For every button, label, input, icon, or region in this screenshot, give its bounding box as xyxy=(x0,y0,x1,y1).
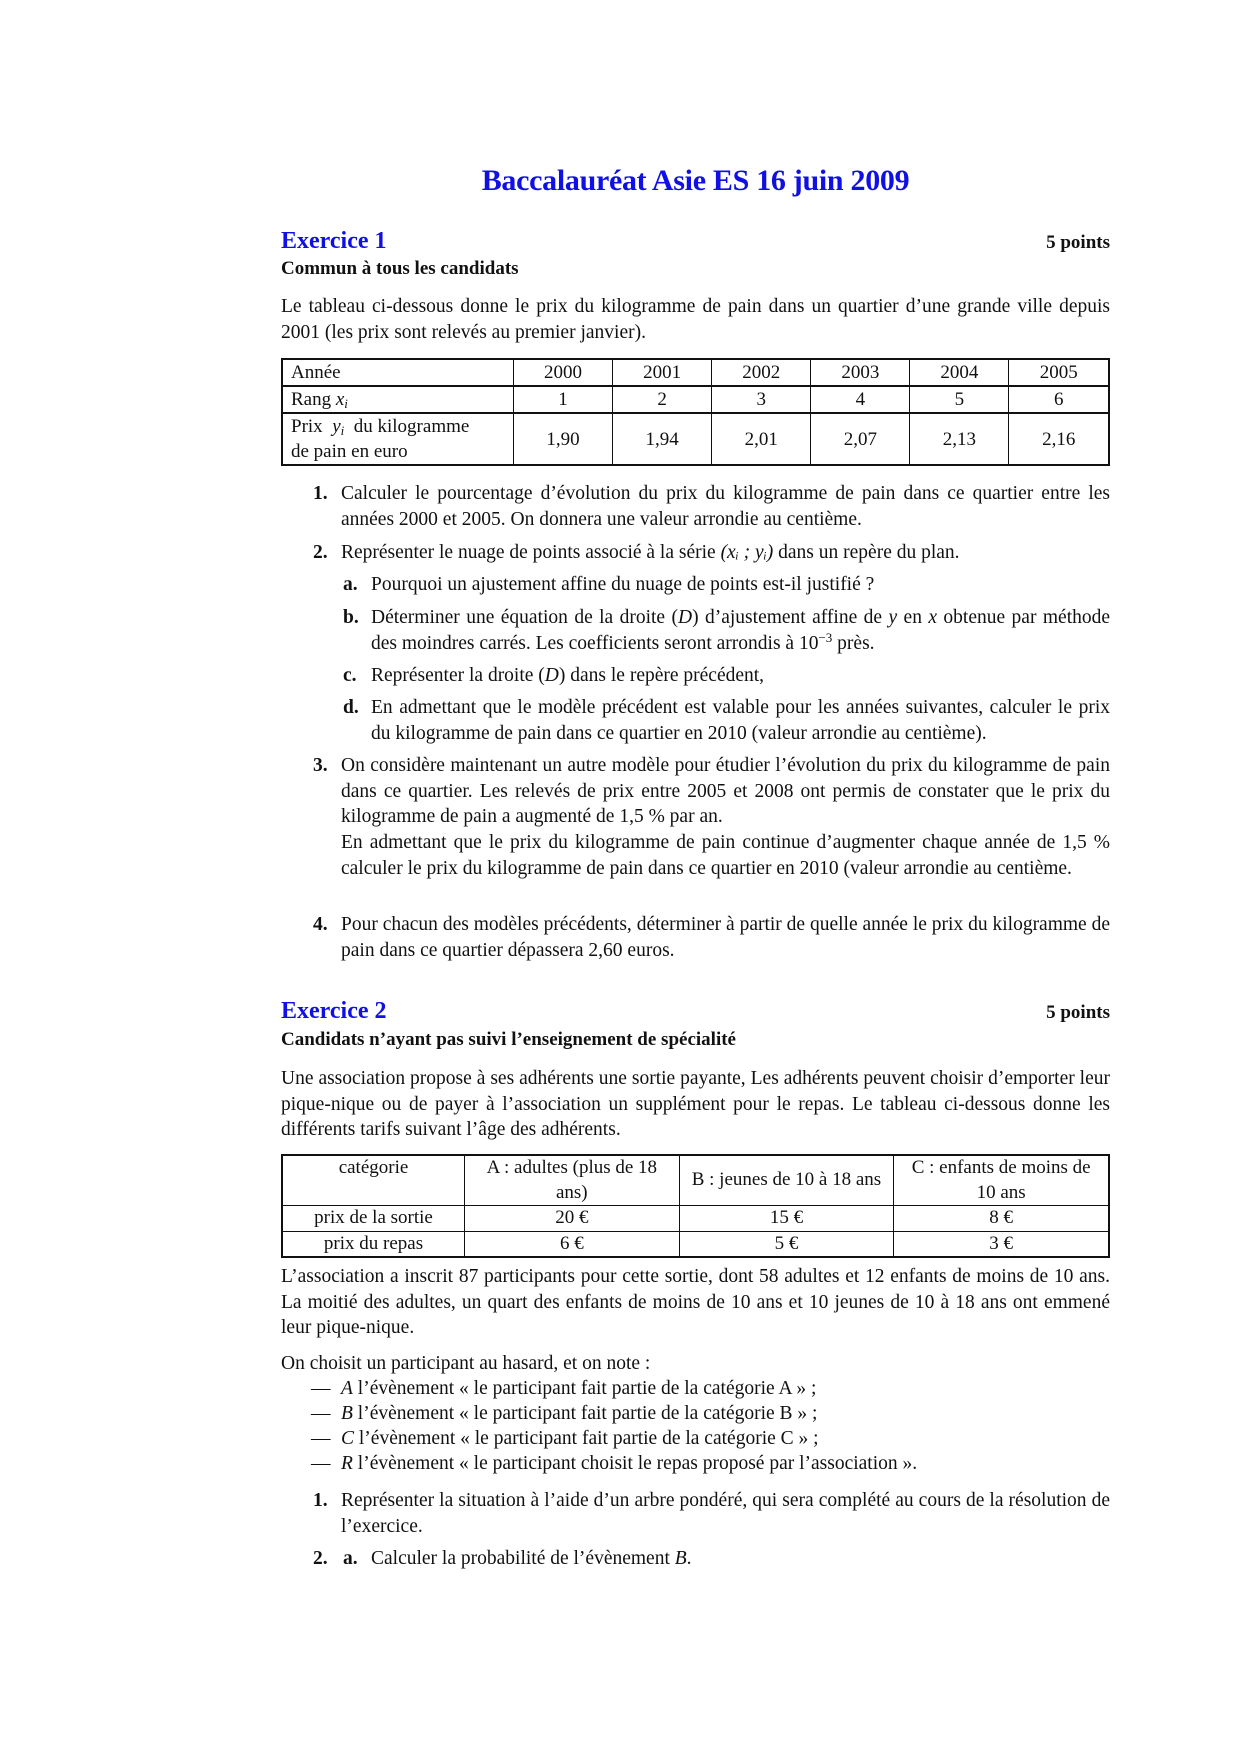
ex2-question-1-number: 1. xyxy=(313,1490,328,1511)
header-cell: A : adultes (plus de 18 ans) xyxy=(465,1155,680,1206)
header-cell: C : enfants de moins de 10 ans xyxy=(894,1155,1109,1206)
table-cell: 3 € xyxy=(894,1231,1109,1257)
year-cell: 2003 xyxy=(811,359,910,386)
price-cell: 2,01 xyxy=(712,413,811,465)
question-4-text: Pour chacun des modèles précédents, déterminer à partir de quelle année le prix du kilogramme de pain dans ce quartier dépassera 2,60 euros. xyxy=(341,914,1110,961)
rank-cell: 1 xyxy=(514,386,613,413)
ex2-question-2-number: 2. xyxy=(313,1548,328,1569)
price-cell: 1,90 xyxy=(514,413,613,465)
question-1-text: Calculer le pourcentage d’évolution du prix du kilogramme de pain dans ce quartier entre les années 2000 et 2005. On donnera une valeur arrondie au centième. xyxy=(341,483,1110,530)
exercise-1-subtitle: Commun à tous les candidats xyxy=(281,258,519,279)
row-label-year: Année xyxy=(282,359,514,386)
question-3-text-continued: En admettant que le prix du kilogramme de pain continue d’augmenter chaque année de 1,5 % calculer le prix du kilogramme de pain dans ce quartier en 2010 (valeur arrondie au centième. xyxy=(341,832,1110,879)
series-notation: (xᵢ ; yᵢ) xyxy=(720,542,774,563)
table-row-price xyxy=(282,413,1109,465)
exercise-2-intro: Une association propose à ses adhérents une sortie payante, Les adhérents peuvent choisir d’emporter leur pique-nique ou de payer à l’association un supplément pour le repas. Le tableau ci-dessous donne les différents tarifs suivant l’âge des adhérents. xyxy=(281,1068,1110,1140)
row-label-rank: Rang $x_i$ xyxy=(282,386,514,413)
question-2b-label: b. xyxy=(343,607,359,628)
question-3-text: On considère maintenant un autre modèle pour étudier l’évolution du prix du kilogramme de pain dans ce quartier. Les relevés de prix entre 2005 et 2008 ont permis de constater que le prix du kilogramme de pain a augmenté de 1,5 % par an. xyxy=(341,755,1110,827)
year-cell: 2000 xyxy=(514,359,613,386)
exercise-1-title: Exercice 1 xyxy=(281,228,387,254)
price-cell: 2,16 xyxy=(1009,413,1109,465)
bread-price-table xyxy=(281,358,1110,466)
exercise-2-subtitle: Candidats n’ayant pas suivi l’enseignement de spécialité xyxy=(281,1029,736,1050)
exercise-2-participants: L’association a inscrit 87 participants pour cette sortie, dont 58 adultes et 12 enfants de moins de 10 ans. La moitié des adultes, un quart des enfants de moins de 10 ans et 10 jeunes de 10 à 18 ans ont emmené leur pique-nique. xyxy=(281,1266,1110,1338)
rank-cell: 4 xyxy=(811,386,910,413)
question-2d-label: d. xyxy=(343,697,359,718)
rank-cell: 3 xyxy=(712,386,811,413)
year-cell: 2002 xyxy=(712,359,811,386)
pricing-table xyxy=(281,1154,1110,1258)
question-3-number: 3. xyxy=(313,755,328,776)
rank-cell: 6 xyxy=(1009,386,1109,413)
question-2a-text: Pourquoi un ajustement affine du nuage de points est-il justifié ? xyxy=(371,574,875,595)
question-2-text: Représenter le nuage de points associé à la série (xᵢ ; yᵢ) dans un repère du plan. xyxy=(341,542,960,563)
table-cell: 15 € xyxy=(679,1206,894,1232)
year-cell: 2001 xyxy=(613,359,712,386)
ex2-question-1-text: Représenter la situation à l’aide d’un arbre pondéré, qui sera complété au cours de la résolution de l’exercice. xyxy=(341,1490,1110,1537)
header-cell: catégorie xyxy=(282,1155,465,1206)
exercise-1-points: 5 points xyxy=(1046,232,1110,253)
exercise-1-intro: Le tableau ci-dessous donne le prix du kilogramme de pain dans un quartier d’une grande ville depuis 2001 (les prix sont relevés au premier janvier). xyxy=(281,296,1110,343)
year-cell: 2004 xyxy=(910,359,1009,386)
table-cell: 6 € xyxy=(465,1231,680,1257)
price-cell: 2,07 xyxy=(811,413,910,465)
header-cell: B : jeunes de 10 à 18 ans xyxy=(679,1155,894,1206)
question-2-number: 2. xyxy=(313,542,328,563)
price-cell: 2,13 xyxy=(910,413,1009,465)
exercise-2-title: Exercice 2 xyxy=(281,998,387,1024)
question-1-number: 1. xyxy=(313,483,328,504)
year-cell: 2005 xyxy=(1009,359,1109,386)
question-2c-text: Représenter la droite (D) dans le repère précédent, xyxy=(371,665,765,686)
question-2a-label: a. xyxy=(343,574,358,595)
ex2-question-2a-text: Calculer la probabilité de l’évènement B. xyxy=(371,1548,692,1569)
ex2-question-2a-label: a. xyxy=(343,1548,358,1569)
exercise-1-header xyxy=(281,228,1110,255)
table-row-year xyxy=(282,359,1109,386)
table-cell: 8 € xyxy=(894,1206,1109,1232)
exercise-2-points: 5 points xyxy=(1046,1002,1110,1023)
row-label-price: Prix $y_i$ du kilogramme de pain en euro xyxy=(282,413,514,465)
question-2d-text: En admettant que le modèle précédent est valable pour les années suivantes, calculer le prix du kilogramme de pain dans ce quartier en 2010 (valeur arrondie au centième). xyxy=(371,697,1110,744)
question-2b-text: Déterminer une équation de la droite (D) d’ajustement affine de y en x obtenue par méthode des moindres carrés. Les coefficients seront arrondis à $10^{-3}$ près. xyxy=(371,607,1111,654)
table-cell: 5 € xyxy=(679,1231,894,1257)
table-header-row xyxy=(282,1155,1109,1206)
exercise-2-events-intro: On choisit un participant au hasard, et on note : xyxy=(281,1353,651,1374)
row-label: prix du repas xyxy=(282,1231,465,1257)
exercise-2-header xyxy=(281,998,1110,1025)
document-title: Baccalauréat Asie ES 16 juin 2009 xyxy=(481,164,910,197)
table-cell: 20 € xyxy=(465,1206,680,1232)
table-row-rank xyxy=(282,386,1109,413)
rank-cell: 2 xyxy=(613,386,712,413)
table-row xyxy=(282,1231,1109,1257)
question-4-number: 4. xyxy=(313,914,328,935)
table-row xyxy=(282,1206,1109,1232)
question-2c-label: c. xyxy=(343,665,357,686)
rank-cell: 5 xyxy=(910,386,1009,413)
row-label: prix de la sortie xyxy=(282,1206,465,1232)
price-cell: 1,94 xyxy=(613,413,712,465)
